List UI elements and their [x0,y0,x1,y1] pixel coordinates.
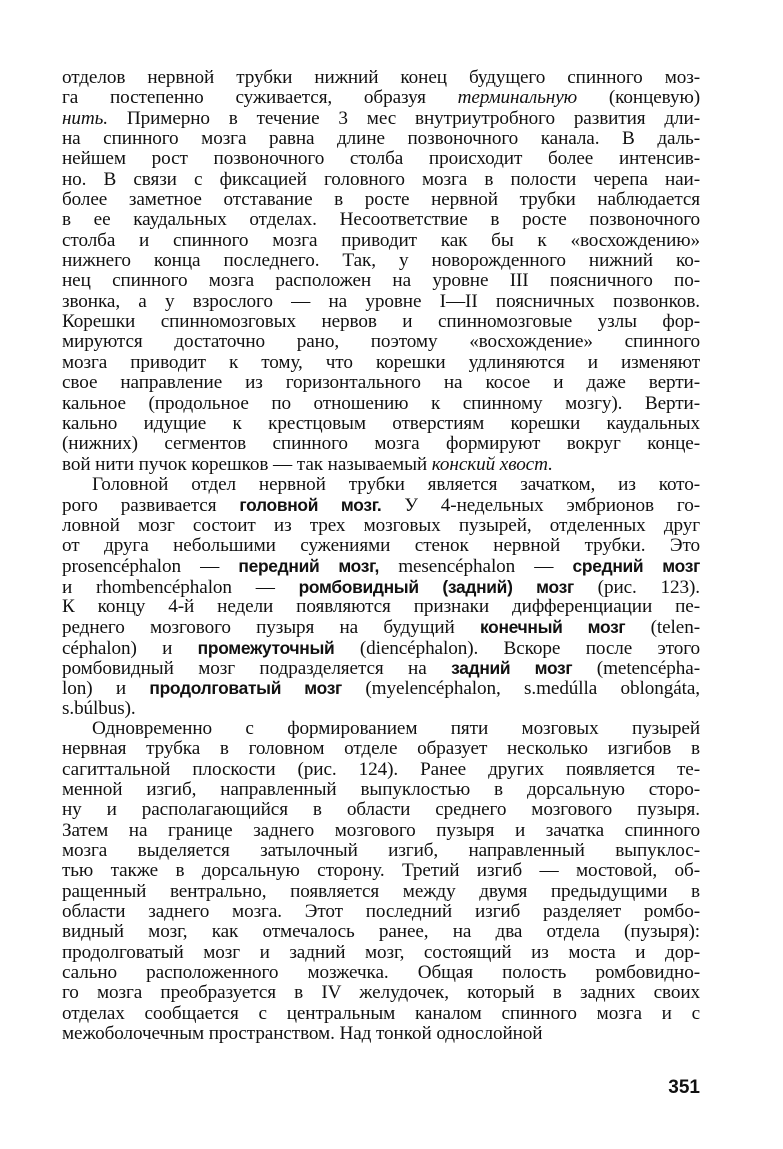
text-run: Головной отдел нервной трубки является зачатком, из кото- [92,473,700,495]
italic-term: нить. [62,107,108,129]
text-run: Затем на границе заднего мозгового пузыря и зачатка спинного [62,819,700,841]
text-run: мозга приводит к тому, что корешки удлиняются и изменяют [62,351,700,373]
text-column [62,68,700,1045]
text-run: менной изгиб, направленный выпуклостью в дорсальную сторо- [62,779,700,801]
paragraph [62,719,700,1045]
paragraph [62,68,700,475]
text-run: ловной мозг состоит из трех мозговых пузырей, отделенных друг [62,514,700,536]
bold-term: задний мозг [451,657,573,678]
text-line [62,800,700,820]
text-line [62,861,700,881]
text-run: нижнего конца последнего. Так, у новорожденного нижний ко- [62,250,700,272]
text-line [62,719,700,739]
text-line [62,963,700,983]
text-run: (нижних) сегментов спинного мозга формируют вокруг конце- [62,433,700,455]
paragraph [62,475,700,719]
text-run: (metencépha- [572,657,700,679]
text-line [62,210,700,230]
italic-term: конский хвост. [431,453,553,475]
text-line [62,943,700,963]
bold-term: передний мозг, [238,556,380,577]
text-line [62,373,700,393]
text-run: (концевую) [577,87,700,109]
text-line [62,922,700,942]
text-run: межоболочечным пространством. Над тонкой однослойной [62,1023,543,1045]
text-line [62,332,700,352]
text-line [62,516,700,536]
text-run: продолговатый мозг и задний мозг, состоящий из моста и дор- [62,941,700,963]
text-run: Корешки спинномозговых нервов и спинномозговые узлы фор- [62,311,700,333]
text-run: нервная трубка в головном отделе образует несколько изгибов в [62,738,700,760]
text-line [62,129,700,149]
text-line [62,88,700,108]
text-line [62,739,700,759]
text-run: ращенный вентрально, появляется между двумя предыдущими в [62,880,700,902]
text-run: столба и спинного мозга приводит как бы к «восхождению» [62,229,700,251]
text-run: (telen- [625,617,700,639]
text-line [62,251,700,271]
text-line [62,1024,700,1044]
text-run: s.búlbus). [62,697,136,719]
bold-term: конечный мозг [479,617,626,638]
text-run: от друга небольшими сужениями стенок нервной трубки. Это [62,534,700,556]
bold-term: средний мозг [572,556,701,577]
text-line [62,577,700,597]
text-run: сально расположенного мозжечка. Общая полость ромбовидно- [62,962,700,984]
text-line [62,678,700,698]
text-line [62,597,700,617]
text-run: кальное (продольное по отношению к спинному мозгу). Верти- [62,392,700,414]
text-run: нец спинного мозга расположен на уровне III поясничного по- [62,270,700,292]
text-run: ромбовидный мозг подразделяется на [62,657,452,679]
text-run: mesencéphalon — [379,556,573,578]
italic-term: терминальную [457,87,578,109]
text-line [62,821,700,841]
text-run: céphalon) и [62,637,198,659]
text-line [62,394,700,414]
text-run: более заметное отставание в росте нервной трубки наблюдается [62,189,700,211]
text-run: нейшем рост позвоночного столба происходит более интенсив- [62,148,700,170]
text-line [62,617,700,637]
text-run: кально идущие к крестцовым отверстиям корешки каудальных [62,412,700,434]
text-line [62,495,700,515]
text-run: К концу 4-й недели появляются признаки дифференциации пе- [62,595,700,617]
text-run: рого развивается [62,495,240,517]
text-run: (diencéphalon). Вскоре после этого [334,637,700,659]
text-run: но. В связи с фиксацией головного мозга в полости черепа наи- [62,168,700,190]
text-line [62,292,700,312]
text-line [62,983,700,1003]
text-run: го мозга преобразуется в IV желудочек, который в задних своих [62,982,700,1004]
text-run: га постепенно суживается, образуя [62,87,458,109]
text-run: prosencéphalon — [62,556,239,578]
text-run: отделах сообщается с центральным каналом спинного мозга и с [62,1002,700,1024]
text-line [62,841,700,861]
text-line [62,271,700,291]
text-run: У 4-недельных эмбрионов го- [381,495,700,517]
text-line [62,536,700,556]
text-run: свое направление из горизонтального на косое и даже верти- [62,372,700,394]
text-line [62,190,700,210]
text-run: тью также в дорсальную сторону. Третий изгиб — мостовой, об- [62,860,700,882]
page-number: 351 [668,1077,700,1098]
text-run: звонка, а у взрослого — на уровне I—II поясничных позвонков. [62,290,700,312]
text-line [62,658,700,678]
text-line [62,475,700,495]
text-line [62,434,700,454]
text-run: сагиттальной плоскости (рис. 124). Ранее других появляется те- [62,758,700,780]
text-run: и rhombencéphalon — [62,576,299,598]
text-line [62,760,700,780]
text-run: реднего мозгового пузыря на будущий [62,617,480,639]
text-line [62,882,700,902]
text-line [62,231,700,251]
text-line [62,638,700,658]
bold-term: промежуточный [197,637,335,658]
text-line [62,699,700,719]
text-run: lon) и [62,678,150,700]
text-run: на спинного мозга равна длине позвоночного канала. В даль- [62,128,700,150]
text-run: Одновременно с формированием пяти мозговых пузырей [92,718,700,739]
text-line [62,556,700,576]
text-run: мируются достаточно рано, поэтому «восхождение» спинного [62,331,700,353]
text-run: видный мозг, как отмечалось ранее, на два отдела (пузыря): [62,921,700,943]
text-line [62,353,700,373]
text-run: (myelencéphalon, s.medúlla oblongáta, [342,678,700,700]
text-line [62,455,700,475]
text-run: ну и располагающийся в области среднего мозгового пузыря. [62,799,700,821]
text-line [62,68,700,88]
bold-term: ромбовидный (задний) мозг [298,576,574,597]
text-run: Примерно в течение 3 мес внутриутробного развития дли- [108,107,700,129]
text-line [62,1004,700,1024]
bold-term: продолговатый мозг [149,678,342,699]
text-line [62,170,700,190]
text-run: (рис. 123). [573,576,700,598]
text-line [62,414,700,434]
text-line [62,312,700,332]
text-line [62,780,700,800]
text-line [62,902,700,922]
text-run: мозга выделяется затылочный изгиб, направленный выпуклос- [62,840,700,862]
bold-term: головной мозг. [239,495,382,516]
text-run: области заднего мозга. Этот последний изгиб разделяет ромбо- [62,901,700,923]
text-run: в ее каудальных отделах. Несоответствие в росте позвоночного [62,209,700,231]
text-line [62,109,700,129]
text-run: вой нити пучок корешков — так называемый [62,453,432,475]
text-run: отделов нервной трубки нижний конец будущего спинного моз- [62,67,700,88]
text-line [62,149,700,169]
